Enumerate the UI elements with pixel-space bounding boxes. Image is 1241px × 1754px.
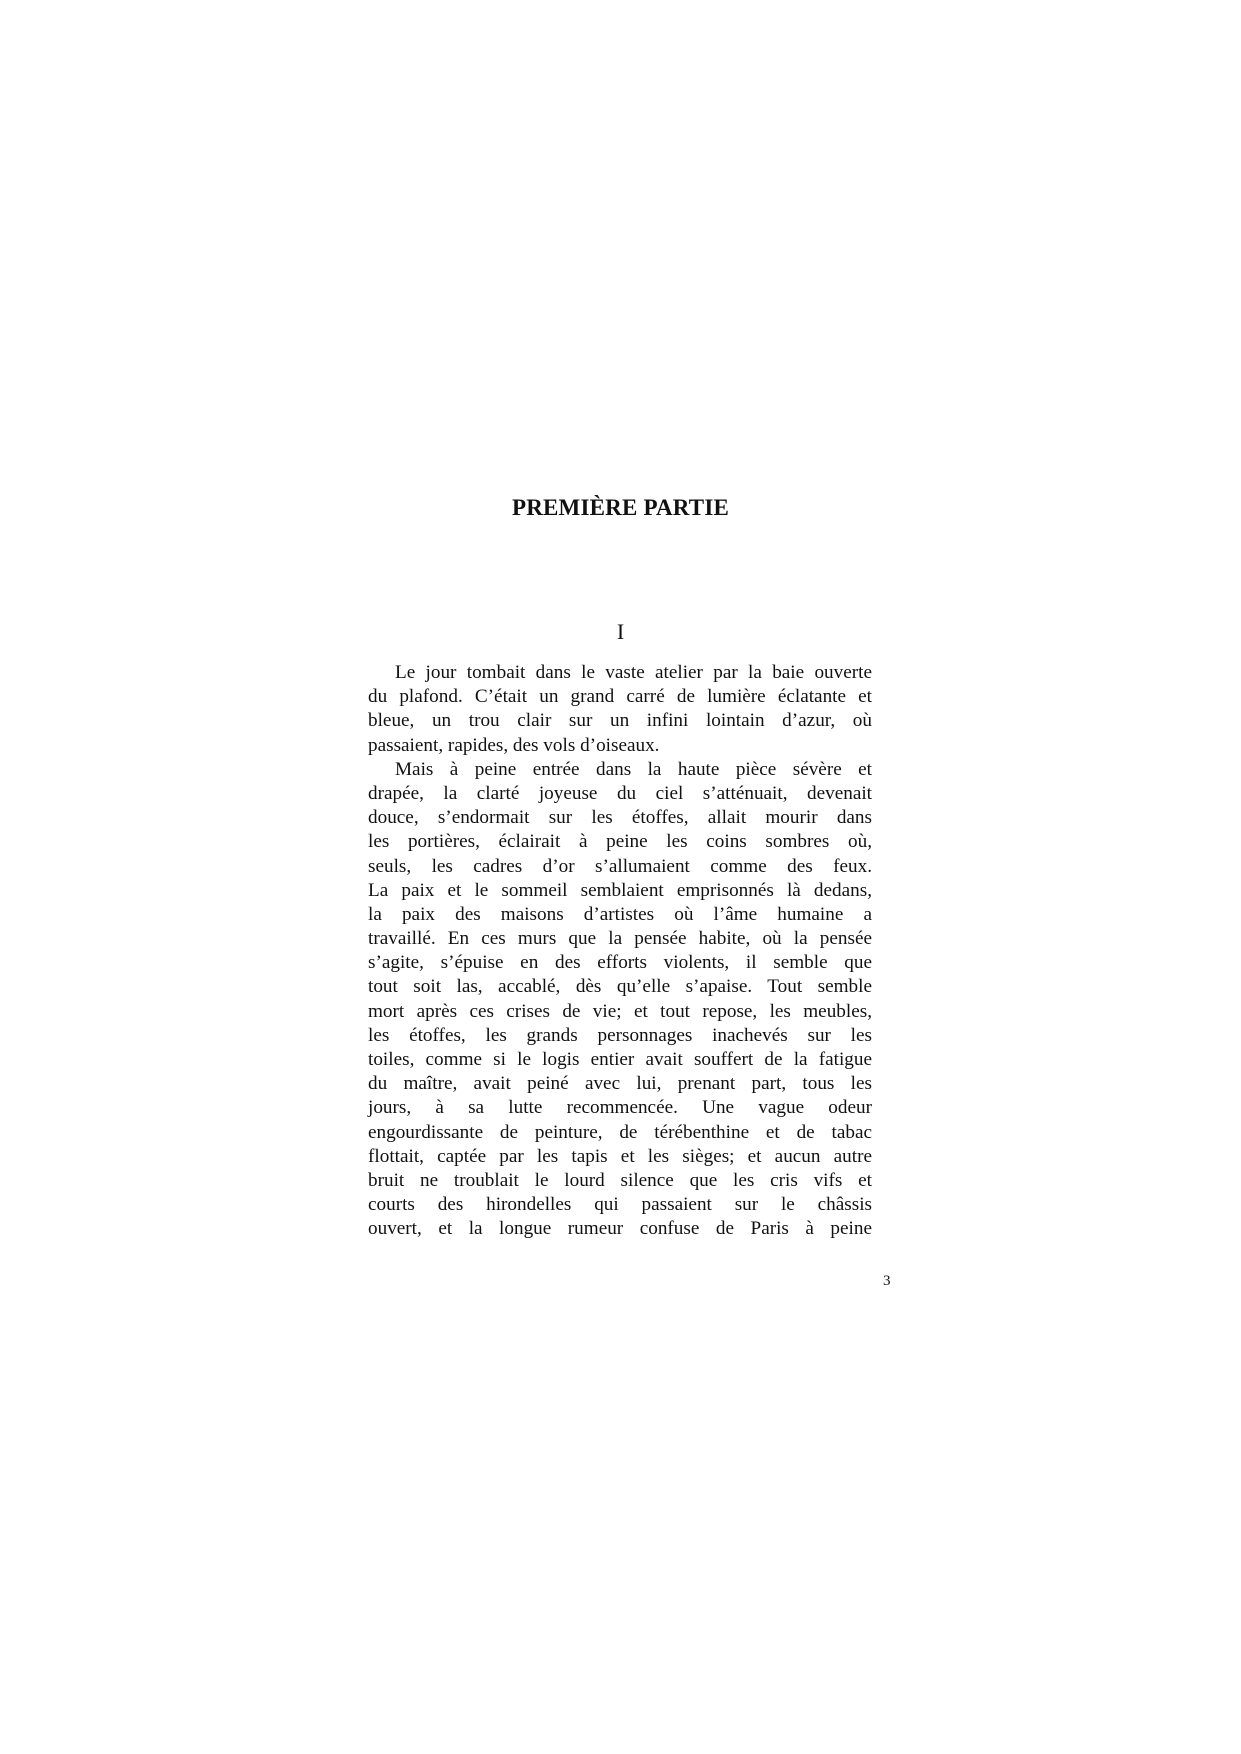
text-line: tout soit las, accablé, dès qu’elle s’apaise. Tout semble (368, 976, 872, 998)
text-line: bleue, un trou clair sur un infini lointain d’azur, où (368, 710, 872, 732)
text-line: Mais à peine entrée dans la haute pièce sévère et (395, 758, 872, 780)
text-line: bruit ne troublait le lourd silence que les cris vifs et (368, 1169, 872, 1191)
text-line: engourdissante de peinture, de térébenthine et de tabac (368, 1121, 872, 1143)
text-line: s’agite, s’épuise en des efforts violents, il semble que (368, 952, 872, 974)
text-line: drapée, la clarté joyeuse du ciel s’atténuait, devenait (368, 782, 872, 804)
text-line: la paix des maisons d’artistes où l’âme humaine a (368, 903, 872, 925)
text-line: seuls, les cadres d’or s’allumaient comme des feux. (368, 855, 872, 877)
text-line: les portières, éclairait à peine les coins sombres où, (368, 831, 872, 853)
text-line: Le jour tombait dans le vaste atelier par la baie ouverte (395, 662, 872, 683)
text-line: douce, s’endormait sur les étoffes, allait mourir dans (368, 807, 872, 829)
text-line: La paix et le sommeil semblaient emprisonnés là dedans, (368, 879, 872, 901)
text-line: du plafond. C’était un grand carré de lumière éclatante et (368, 686, 872, 708)
text-line: travaillé. En ces murs que la pensée habite, où la pensée (368, 928, 872, 950)
text-line: toiles, comme si le logis entier avait souffert de la fatigue (368, 1049, 872, 1070)
chapter-text (368, 661, 872, 1242)
part-title: PREMIÈRE PARTIE (511, 495, 730, 520)
text-line: les étoffes, les grands personnages inachevés sur les (368, 1024, 872, 1046)
page-number: 3 (883, 1273, 891, 1289)
text-line: flottait, captée par les tapis et les sièges; et aucun autre (368, 1145, 872, 1167)
text-line: ouvert, et la longue rumeur confuse de Paris à peine (368, 1218, 872, 1240)
text-line: mort après ces crises de vie; et tout repose, les meubles, (368, 1000, 872, 1022)
text-line: jours, à sa lutte recommencée. Une vague odeur (368, 1097, 872, 1119)
text-line: passaient, rapides, des vols d’oiseaux. (368, 734, 660, 756)
text-line: courts des hirondelles qui passaient sur le châssis (368, 1194, 872, 1216)
text-line: du maître, avait peiné avec lui, prenant part, tous les (368, 1073, 872, 1095)
chapter-number: I (616, 619, 625, 644)
